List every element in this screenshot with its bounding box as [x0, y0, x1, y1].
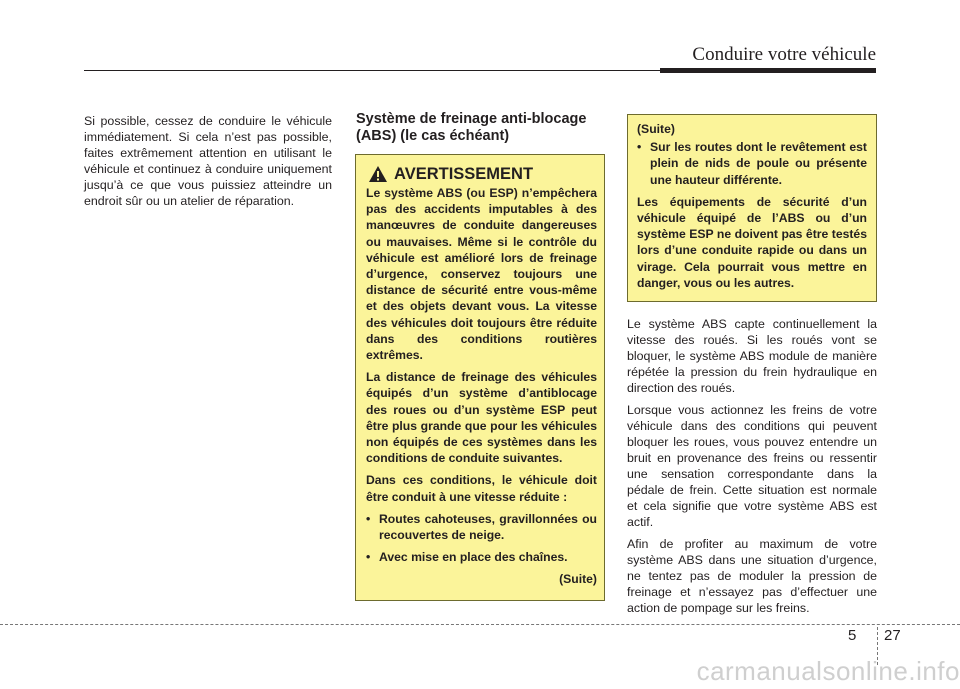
- warning-suite-label: (Suite): [559, 572, 597, 587]
- page-header-title: Conduire votre véhicule: [692, 44, 876, 65]
- footer-rule: [0, 624, 960, 625]
- continuation-label: (Suite): [637, 122, 675, 136]
- section-title: Système de freinage anti-blocage (ABS) (le cas échéant): [356, 111, 587, 144]
- warning-list-item: • Avec mise en place des chaînes.: [366, 549, 597, 565]
- abs-paragraph-3: Afin de profiter au maximum de votre système ABS dans une situation d’urgence, ne tentez pas de moduler la pression de freinage et n’essayez pas d’effectuer une action de pompage sur les freins.: [627, 537, 877, 615]
- warning-triangle-icon: [368, 165, 388, 183]
- column-right: [627, 316, 877, 622]
- watermark: carmanualsonline.info: [696, 656, 960, 686]
- header-rule-accent: [660, 68, 876, 73]
- abs-paragraph-1: Le système ABS capte continuellement la vitesse des roués. Si les roués vont se bloquer, le système ABS module de manière répétée la pression du frein hydraulique en direction des roués.: [627, 317, 877, 395]
- chapter-number: 5: [848, 627, 857, 644]
- warning-continuation-box: [627, 114, 877, 302]
- warning-paragraph-1: Le système ABS (ou ESP) n’empêchera pas des accidents imputables à des manœuvres de conduite dangereuses ou mauvaises. Même si le contrôle du véhicule est amélioré lors de freinage d’urgence, conservez toujours une distance de sécurité entre vous-même et des objets devant vous. La vitesse des véhicules doit toujours être réduite dans des conditions routières extrêmes.: [366, 186, 597, 363]
- page-number: 27: [884, 627, 901, 644]
- continuation-list-item: • Sur les routes dont le revêtement est plein de nids de poule ou présente une hauteur différente.: [637, 139, 867, 188]
- warning-paragraph-2: La distance de freinage des véhicules équipés d’un système d’antiblocage des roues ou d’un système ESP peut être plus grande que pour les véhicules non équipés de ces systèmes dans les conditions de conduite suivantes.: [366, 370, 597, 466]
- warning-paragraph-3: Dans ces conditions, le véhicule doit être conduit à une vitesse réduite :: [366, 473, 597, 504]
- warning-list-item: • Routes cahoteuses, gravillonnées ou recouvertes de neige.: [366, 511, 597, 543]
- abs-paragraph-2: Lorsque vous actionnez les freins de votre véhicule dans des conditions qui peuvent bloquer les roues, vous pouvez entendre un bruit en provenance des freins ou ressentir une sensation correspondante dans la pédale de frein. Cette situation est normale et cela signifie que votre système ABS est actif.: [627, 403, 877, 529]
- continuation-list: [637, 139, 867, 188]
- warning-list: [366, 511, 597, 566]
- warning-header: [366, 165, 597, 183]
- column-left: [84, 113, 332, 209]
- continuation-paragraph: Les équipements de sécurité d’un véhicule équipé de l’ABS ou d’un système ESP ne doivent pas être testés lors d’une conduite rapide ou dans un virage. Cela pourrait vous mettre en danger, vous ou les autres.: [637, 194, 867, 290]
- warning-title: AVERTISSEMENT: [394, 164, 534, 183]
- warning-box: [355, 154, 605, 601]
- intro-paragraph: Si possible, cessez de conduire le véhicule immédiatement. Si cela n’est pas possible, faites extrêmement attention en utilisant le véhicule et continuez à conduire uniquement jusqu’à ce que vous puissiez atteindre un endroit sûr ou un atelier de réparation.: [84, 114, 332, 208]
